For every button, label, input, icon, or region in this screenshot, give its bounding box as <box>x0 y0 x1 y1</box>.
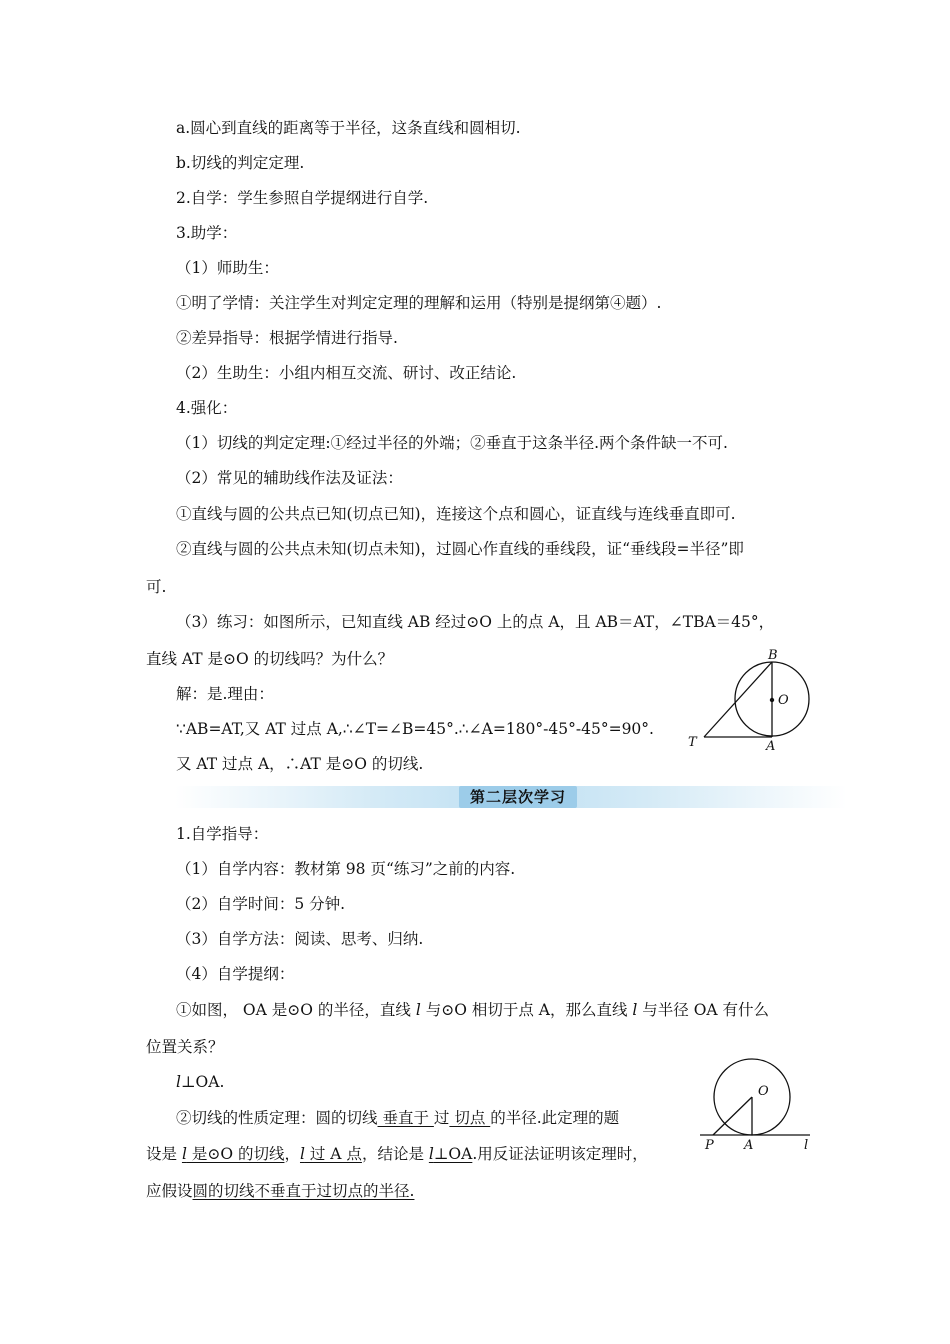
text-line: 解：是.理由： <box>176 685 274 703</box>
text-line: ①直线与圆的公共点已知(切点已知)，连接这个点和圆心，证直线与连线垂直即可. <box>176 505 736 523</box>
question-2-end: 应假设圆的切线不垂直于过切点的半径. <box>146 1182 415 1200</box>
figure-tangent-l <box>695 1050 825 1160</box>
fill-blank: l⊥OA <box>428 1145 473 1163</box>
text-line: （1）师助生： <box>176 259 279 277</box>
question-2-cont: 设是 l 是⊙O 的切线，l 过 A 点，结论是 l⊥OA.用反证法证明该定理时， <box>146 1145 648 1163</box>
fill-blank: l 过 A 点 <box>299 1145 362 1163</box>
text-line: 1.自学指导： <box>176 825 269 843</box>
text-line: 2.自学：学生参照自学提纲进行自学. <box>176 189 429 207</box>
text-line: 3.助学： <box>176 224 238 242</box>
text-line: （1）切线的判定定理:①经过半径的外端；②垂直于这条半径.两个条件缺一不可. <box>176 434 728 452</box>
text-line: ∵AB=AT,又 AT 过点 A,∴∠T=∠B=45°.∴∠A=180°-45°-45°=90°. <box>176 720 654 738</box>
label-O: O <box>778 693 789 708</box>
text-line: （1）自学内容：教材第 98 页“练习”之前的内容. <box>176 860 516 878</box>
label-O: O <box>758 1084 769 1099</box>
text-line: 4.强化： <box>176 399 238 417</box>
text-line: a.圆心到直线的距离等于半径，这条直线和圆相切. <box>176 119 521 137</box>
text-line: 位置关系？ <box>146 1038 224 1056</box>
label-A: A <box>744 1138 754 1153</box>
question-2: ②切线的性质定理：圆的切线 垂直于 过 切点 的半径.此定理的题 <box>176 1109 620 1127</box>
text-line: ②差异指导：根据学情进行指导. <box>176 329 398 347</box>
section-title: 第二层次学习 <box>459 786 577 808</box>
figure-tangent-AT <box>680 646 820 756</box>
text-line: 又 AT 过点 A，∴AT 是⊙O 的切线. <box>176 755 424 773</box>
label-T: T <box>688 735 697 750</box>
text-line: （3）自学方法：阅读、思考、归纳. <box>176 930 424 948</box>
text-line: ②直线与圆的公共点未知(切点未知)，过圆心作直线的垂线段，证“垂线段=半径”即 <box>176 540 744 558</box>
label-P: P <box>705 1138 714 1153</box>
fill-blank: 圆的切线不垂直于过切点的半径. <box>192 1182 415 1200</box>
question-1: ①如图， OA 是⊙O 的半径，直线 l 与⊙O 相切于点 A，那么直线 l 与半径 OA 有什么 <box>176 1001 770 1019</box>
label-l: l <box>804 1138 809 1153</box>
fill-blank: l 是⊙O 的切线 <box>181 1145 285 1163</box>
text-line: 可. <box>146 578 167 596</box>
text-line: （4）自学提纲： <box>176 965 295 983</box>
text-line: （2）常见的辅助线作法及证法： <box>176 469 403 487</box>
fill-blank: 切点 <box>449 1109 491 1127</box>
text-line: ①明了学情：关注学生对判定定理的理解和运用（特别是提纲第④题）. <box>176 294 662 312</box>
text-line: 直线 AT 是⊙O 的切线吗？为什么？ <box>146 650 394 668</box>
text-line: （2）生助生：小组内相互交流、研讨、改正结论. <box>176 364 517 382</box>
text-line: b.切线的判定定理. <box>176 154 305 172</box>
fill-blank: 垂直于 <box>377 1109 434 1127</box>
answer-1: l⊥OA. <box>176 1073 225 1091</box>
label-B: B <box>768 648 778 663</box>
text-line: （3）练习：如图所示，已知直线 AB 经过⊙O 上的点 A，且 AB＝AT，∠TBA＝45°， <box>176 613 775 631</box>
text-line: （2）自学时间：5 分钟. <box>176 895 346 913</box>
label-A: A <box>766 739 776 754</box>
